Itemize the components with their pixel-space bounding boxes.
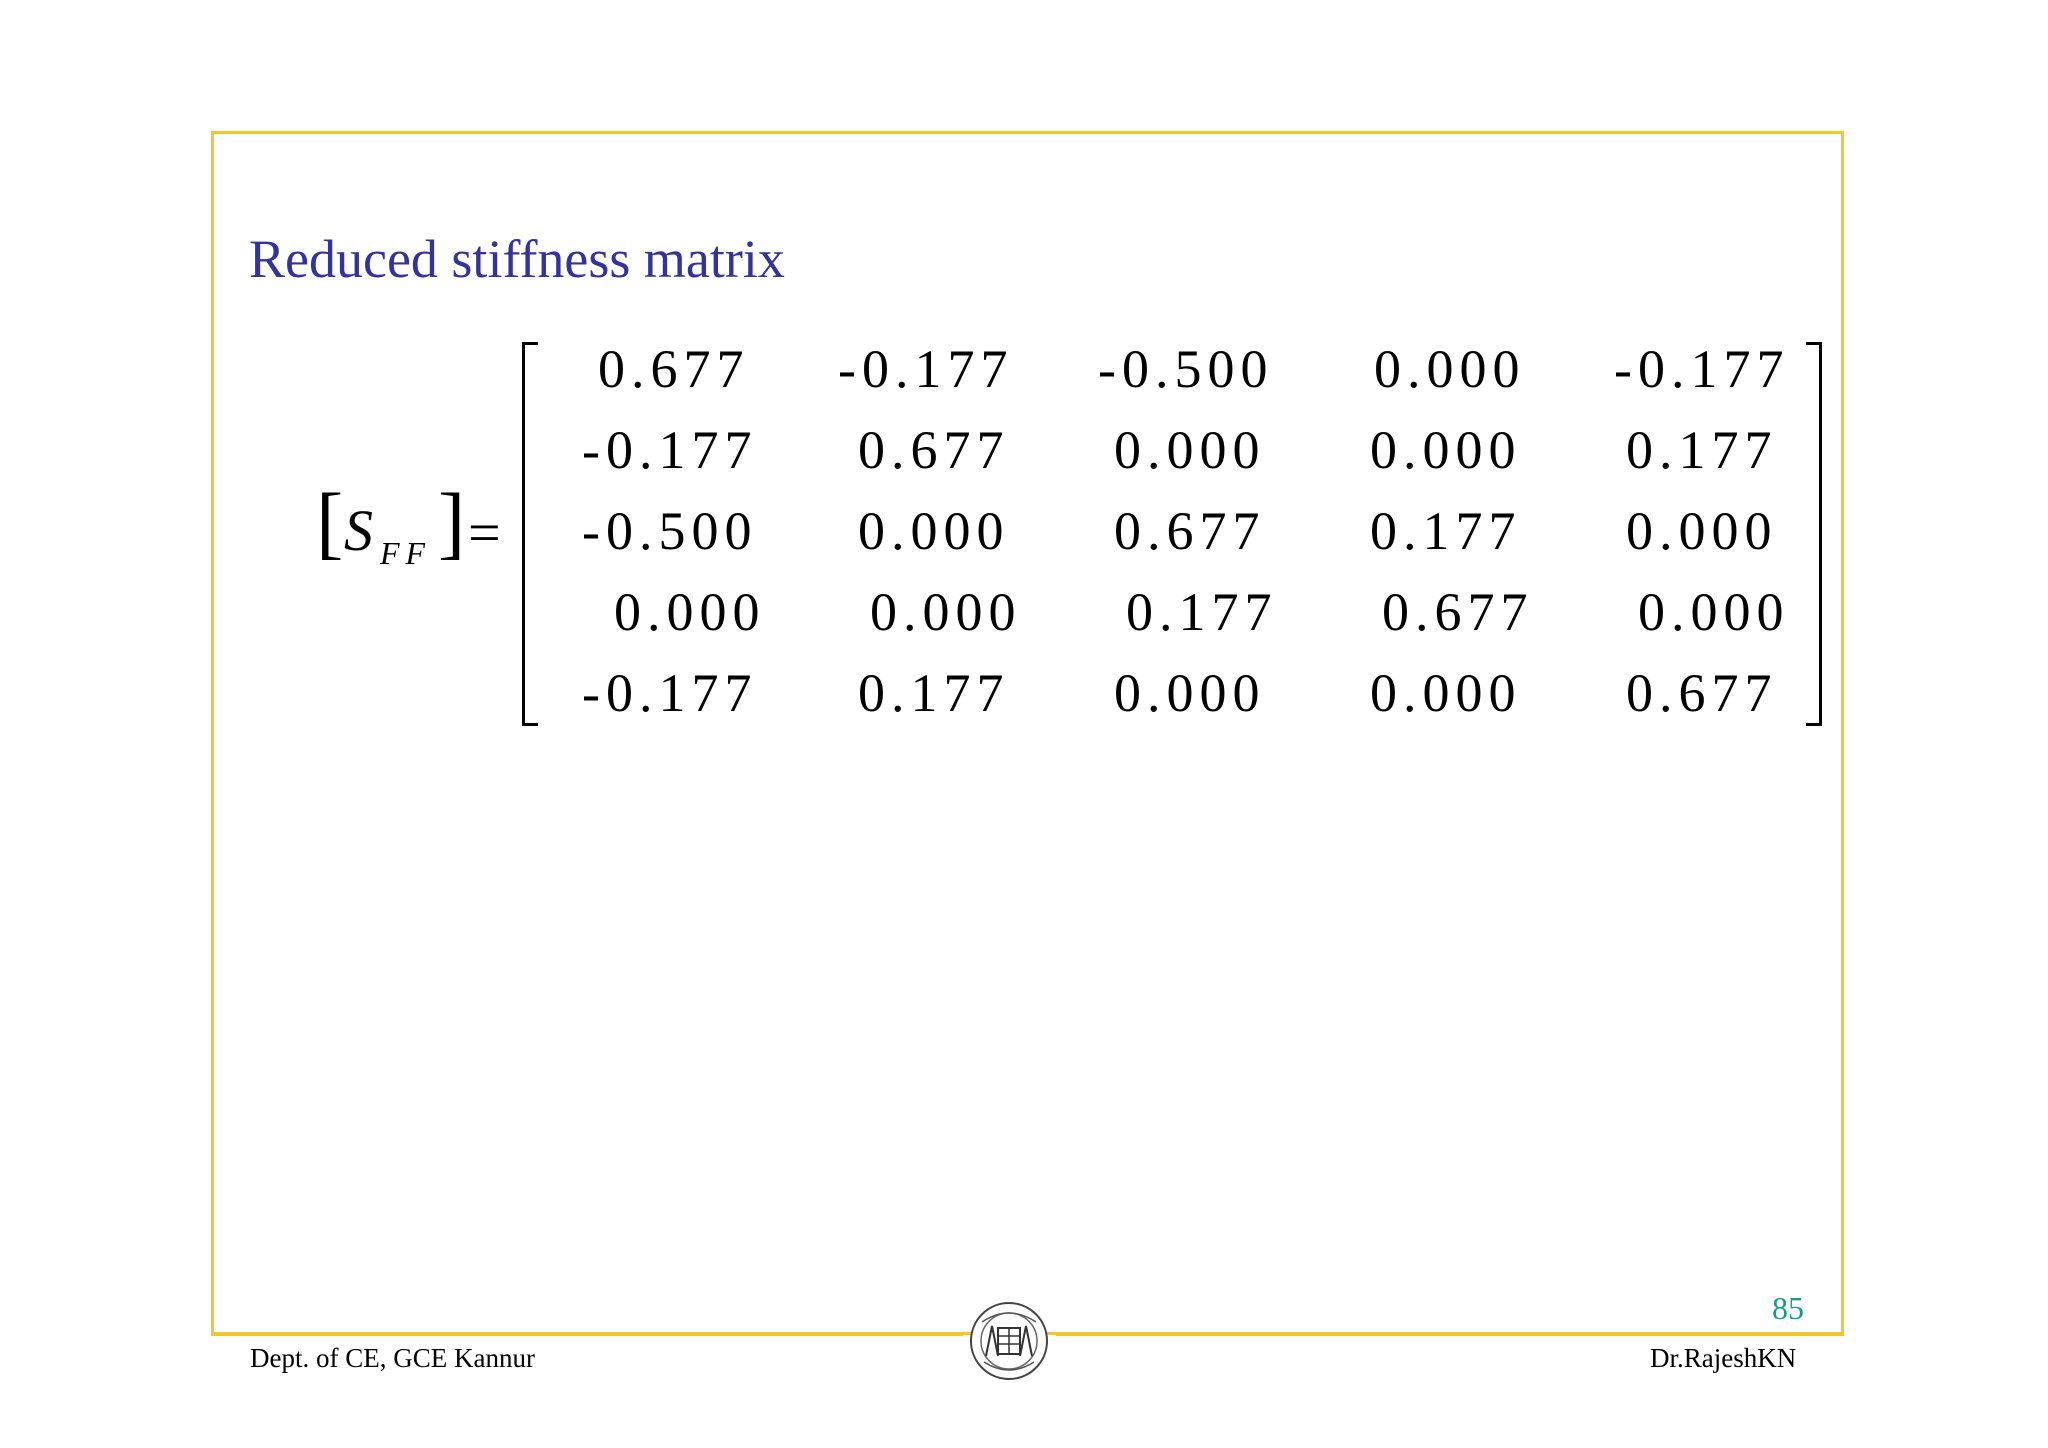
- college-seal-icon: [968, 1300, 1050, 1382]
- lhs-left-bracket: [: [316, 476, 344, 567]
- equals-sign: =: [468, 500, 501, 565]
- matrix-cell: 0.000: [1638, 582, 1790, 642]
- lhs-subscript: FF: [380, 535, 432, 571]
- matrix-cell: 0.000: [614, 582, 766, 642]
- footer-author: Dr.RajeshKN: [1650, 1343, 1797, 1373]
- matrix-cell: -0.500: [1098, 339, 1274, 399]
- footer-rule-right: [1056, 1333, 1844, 1336]
- matrix-cell: -0.177: [838, 339, 1014, 399]
- matrix-left-bracket: [522, 342, 538, 726]
- lhs-symbol: S: [344, 498, 373, 563]
- matrix-cell: 0.000: [1114, 663, 1266, 723]
- matrix-cell: 0.000: [1370, 663, 1522, 723]
- page-number: 85: [1772, 1290, 1804, 1326]
- matrix-cell: 0.000: [1370, 420, 1522, 480]
- matrix-cell: -0.177: [1614, 339, 1790, 399]
- matrix-cell: 0.177: [1126, 582, 1278, 642]
- matrix-cell: -0.177: [582, 663, 758, 723]
- lhs-right-bracket: ]: [438, 476, 466, 567]
- matrix-cell: 0.000: [858, 501, 1010, 561]
- footer-rule-left: [211, 1333, 963, 1336]
- matrix-cell: 0.000: [1114, 420, 1266, 480]
- matrix-cell: -0.177: [582, 420, 758, 480]
- matrix-right-bracket: [1806, 342, 1822, 726]
- slide-title: Reduced stiffness matrix: [249, 229, 785, 289]
- slide-frame: [211, 131, 1844, 1335]
- matrix-cell: 0.677: [1114, 501, 1266, 561]
- matrix-cell: 0.677: [1626, 663, 1778, 723]
- matrix-cell: 0.177: [858, 663, 1010, 723]
- matrix-cell: 0.177: [1626, 420, 1778, 480]
- matrix-cell: 0.177: [1370, 501, 1522, 561]
- matrix-cell: 0.677: [858, 420, 1010, 480]
- matrix-cell: 0.000: [1374, 339, 1526, 399]
- matrix-cell: -0.500: [582, 501, 758, 561]
- footer-department: Dept. of CE, GCE Kannur: [250, 1343, 535, 1373]
- matrix-cell: 0.677: [1382, 582, 1534, 642]
- matrix-cell: 0.677: [598, 339, 750, 399]
- matrix-cell: 0.000: [1626, 501, 1778, 561]
- matrix-cell: 0.000: [870, 582, 1022, 642]
